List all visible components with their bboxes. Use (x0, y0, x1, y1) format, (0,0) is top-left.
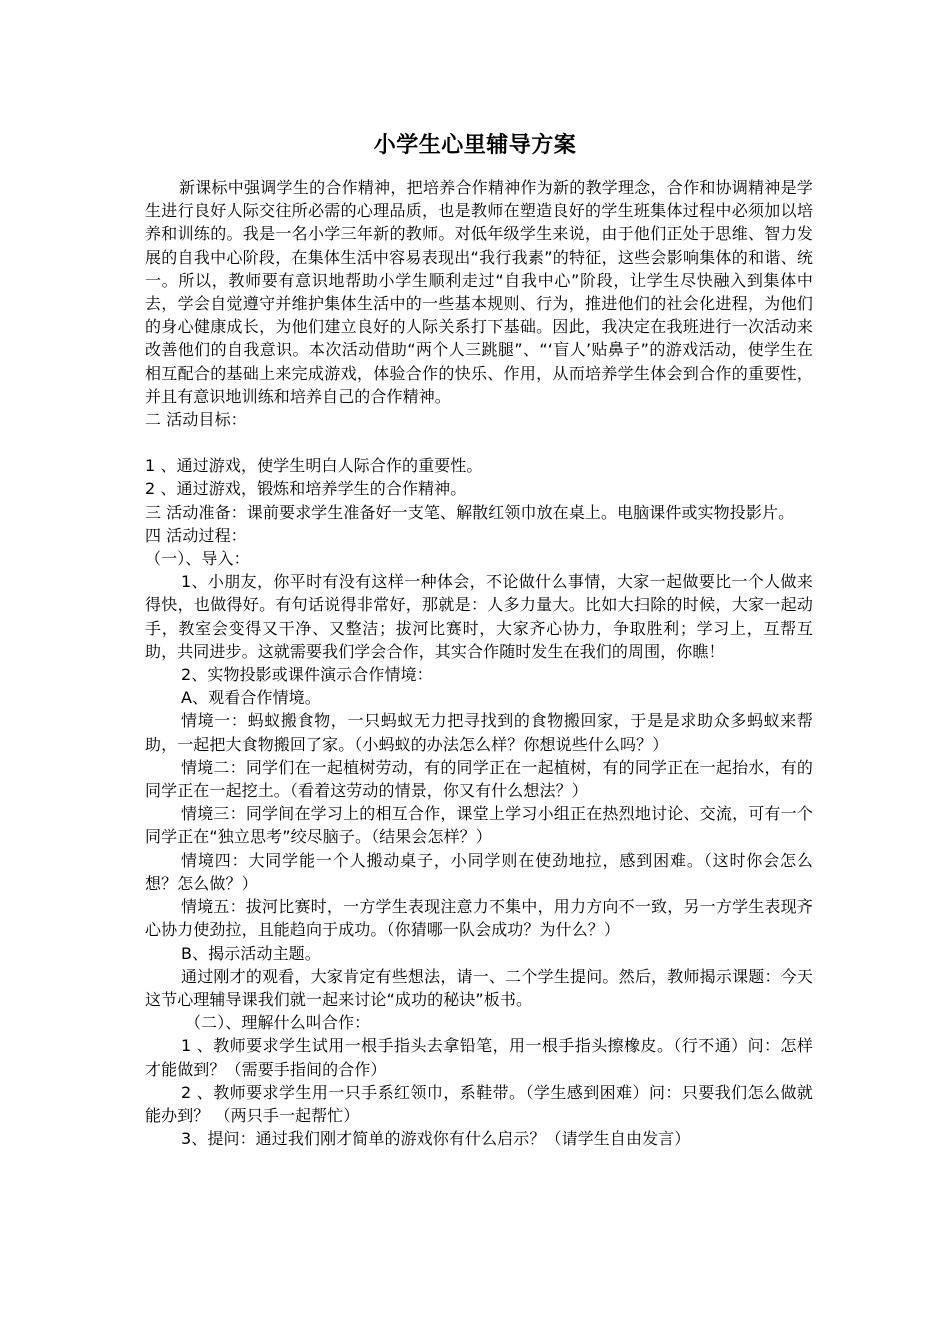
scene-2: 情境二：同学们在一起植树劳动，有的同学正在一起植树，有的同学正在一起抬水，有的同学正在一起挖土。（看着这劳动的情景，你又有什么想法？） (145, 757, 813, 801)
step2-heading: （二）、理解什么叫合作： (185, 1013, 371, 1033)
step1-paragraph-2: 2、实物投影或课件演示合作情境： (181, 665, 433, 685)
step2-paragraph-3: 3、提问：通过我们刚才简单的游戏你有什么启示？（请学生自由发言） (181, 1129, 691, 1149)
step2-paragraph-2: 2 、教师要求学生用一只手系红领巾，系鞋带。（学生感到困难）问：只要我们怎么做就能办到？ （两只手一起帮忙） (145, 1082, 813, 1125)
preparation-paragraph: 三 活动准备：课前要求学生准备好一支笔、解散红领巾放在桌上。电脑课件或实物投影片。 (145, 502, 795, 522)
scene-3: 情境三：同学间在学习上的相互合作，课堂上学习小组正在热烈地讨论、交流，可有一个同学正在“独立思考”绞尽脑子。（结果会怎样？） (145, 804, 813, 847)
scene-4: 情境四：大同学能一个人搬动桌子，小同学则在使劲地拉，感到困难。（这时你会怎么想？怎么做？） (145, 850, 813, 893)
step2-paragraph-1: 1 、教师要求学生试用一根手指头去拿铅笔，用一根手指头擦橡皮。（行不通）问：怎样才能做到？（需要手指间的合作） (145, 1036, 813, 1079)
step1-item-b: B、揭示活动主题。 (181, 943, 321, 963)
goals-heading: 二 活动目标： (145, 410, 247, 430)
scene-1: 情境一：蚂蚁搬食物，一只蚂蚁无力把寻找到的食物搬回家，于是是求助众多蚂蚁来帮助，一起把大食物搬回了家。（小蚂蚁的办法怎么样？你想说些什么吗？） (145, 711, 813, 754)
blank-line (145, 431, 813, 454)
document-body (145, 176, 813, 1150)
goal-item-1: 1 、通过游戏，使学生明白人际合作的重要性。 (145, 456, 483, 476)
scene-5: 情境五：拔河比赛时，一方学生表现注意力不集中，用力方向不一致，另一方学生表现齐心协力使劲拉，且能趋向于成功。（你猜哪一队会成功？为什么？） (145, 897, 813, 940)
step1-item-b-text: 通过刚才的观看，大家肯定有些想法，请一、二个学生提问。然后，教师揭示课题：今天这节心理辅导课我们就一起来讨论“成功的秘诀”板书。 (145, 966, 813, 1009)
step1-item-a: A、观看合作情境。 (181, 688, 321, 708)
step1-paragraph-1: 1、小朋友，你平时有没有这样一种体会，不论做什么事情，大家一起做要比一个人做来得快，也做得好。有句话说得非常好，那就是：人多力量大。比如大扫除的时候，大家一起动手，教室会变得又干净、又整洁；拔河比赛时，大家齐心协力，争取胜利；学习上，互帮互助，共同进步。这就需要我们学会合作，其实合作随时发生在我们的周围，你瞧！ (145, 572, 813, 661)
process-heading: 四 活动过程： (145, 525, 247, 545)
step1-heading: （一）、导入： (145, 549, 250, 569)
intro-paragraph: 新课标中强调学生的合作精神，把培养合作精神作为新的教学理念，合作和协调精神是学生进行良好人际交往所必需的心理品质，也是教师在塑造良好的学生班集体过程中必须加以培养和训练的。我是一名小学三年新的教师。对低年级学生来说，由于他们正处于思维、智力发展的自我中心阶段，在集体生活中容易表现出“我行我素”的特征，这些会影响集体的和谐、统一。所以，教师要有意识地帮助小学生顺利走过“自我中心”阶段，让学生尽快融入到集体中去，学会自觉遵守并维护集体生活中的一些基本规则、行为，推进他们的社会化进程，为他们的身心健康成长，为他们建立良好的人际关系打下基础。因此，我决定在我班进行一次活动来改善他们的自我意识。本次活动借助“两个人三跳腿”、“‘盲人’贴鼻子”的游戏活动，使学生在相互配合的基础上来完成游戏，体验合作的快乐、作用，从而培养学生体会到合作的重要性，并且有意识地训练和培养自己的合作精神。 (145, 178, 813, 406)
document-title: 小学生心里辅导方案 (373, 133, 577, 158)
goal-item-2: 2 、通过游戏，锻炼和培养学生的合作精神。 (145, 479, 467, 499)
